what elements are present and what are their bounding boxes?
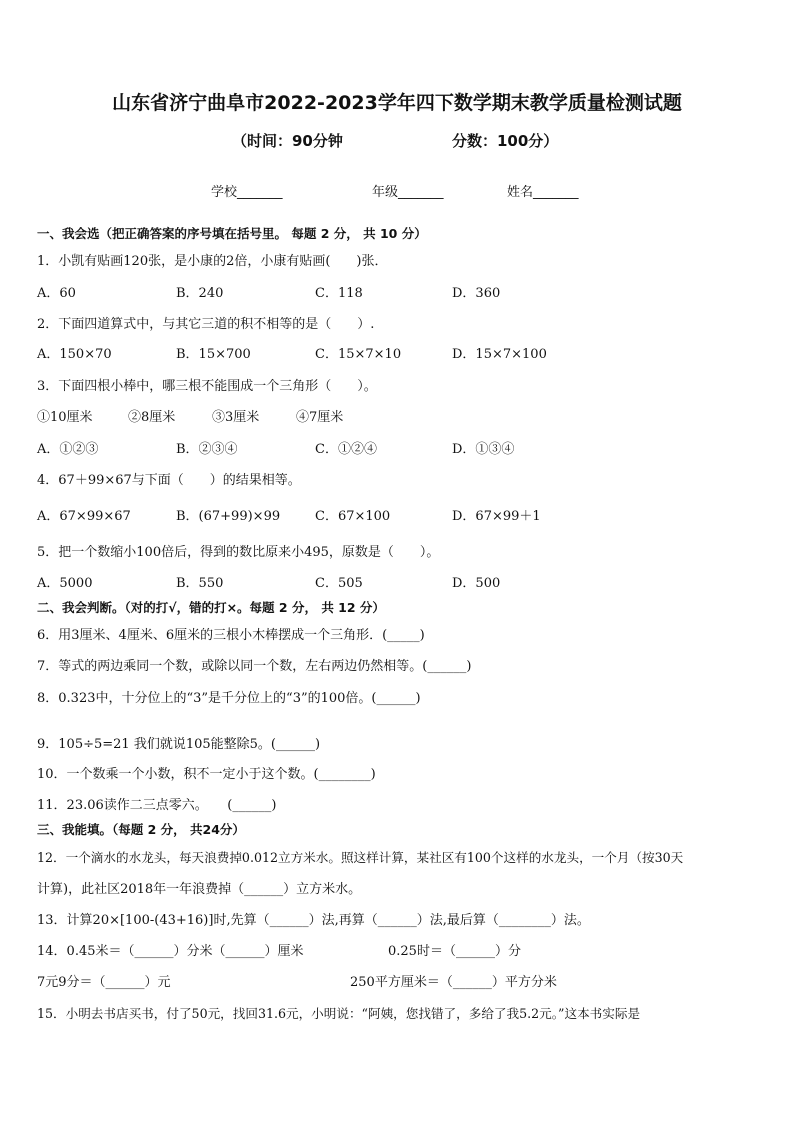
exam-time: （时间：90分钟	[232, 132, 343, 150]
q5-option-c: C．505	[315, 576, 363, 591]
q5-option-a: A．5000	[37, 576, 93, 591]
q5-option-b: B．550	[176, 576, 224, 591]
question-3: 3．下面四根小棒中，哪三根不能围成一个三角形（ ）。	[37, 379, 377, 394]
q2-option-c: C．15×7×10	[315, 347, 402, 362]
question-14-part-4: 250平方厘米＝（______）平方分米	[350, 975, 557, 990]
question-1: 1．小凯有贴画120张，是小康的2倍，小康有贴画( )张．	[37, 254, 388, 269]
q4-option-c: C．67×100	[315, 509, 391, 524]
exam-score: 分数：100分）	[452, 132, 559, 150]
q1-option-a: A．60	[37, 286, 76, 301]
q1-option-b: B．240	[176, 286, 224, 301]
q3-option-d: D．①③④	[452, 442, 515, 457]
question-6: 6．用3厘米、4厘米、6厘米的三根小木棒摆成一个三角形．(_____)	[37, 628, 425, 643]
section-1-heading: 一、我会选（把正确答案的序号填在括号里。 每题 2 分， 共 10 分）	[37, 226, 427, 241]
q4-option-a: A．67×99×67	[37, 509, 131, 524]
q3-option-c: C．①②④	[315, 442, 377, 457]
q1-option-d: D．360	[452, 286, 501, 301]
q2-option-a: A．150×70	[37, 347, 112, 362]
question-8: 8．0.323中，十分位上的“3”是千分位上的“3”的100倍。(______)	[37, 691, 421, 706]
exam-title: 山东省济宁曲阜市2022-2023学年四下数学期末教学质量检测试题	[112, 92, 682, 114]
section-2-heading: 二、我会判断。（对的打√，错的打×。每题 2 分， 共 12 分）	[37, 600, 385, 615]
q3-option-a: A．①②③	[37, 442, 99, 457]
school-field: 学校_______	[211, 185, 283, 200]
q5-option-d: D．500	[452, 576, 501, 591]
q3-stick-4: ④7厘米	[296, 410, 344, 425]
question-5: 5．把一个数缩小100倍后，得到的数比原来小495，原数是（ ）。	[37, 545, 440, 560]
question-7: 7．等式的两边乘同一个数，或除以同一个数，左右两边仍然相等。(______)	[37, 659, 472, 674]
q2-option-d: D．15×7×100	[452, 347, 547, 362]
question-2: 2．下面四道算式中，与其它三道的积不相等的是（ ）.	[37, 317, 375, 332]
q3-stick-3: ③3厘米	[212, 410, 260, 425]
question-12-line-1: 12．一个滴水的水龙头，每天浪费掉0.012立方米水。照这样计算，某社区有100个这样的水龙头，一个月（按30天	[37, 850, 684, 865]
grade-field: 年级_______	[372, 185, 444, 200]
q4-option-d: D．67×99＋1	[452, 509, 541, 524]
question-15: 15．小明去书店买书，付了50元，找回31.6元，小明说：“阿姨，您找错了，多给了我5.2元。”这本书实际是	[37, 1006, 641, 1021]
question-13: 13．计算20×[100-(43+16)]时,先算（______）法,再算（______）法,最后算（________）法。	[37, 913, 590, 928]
section-3-heading: 三、我能填。（每题 2 分， 共24分）	[37, 822, 245, 837]
question-4: 4．67＋99×67与下面（ ）的结果相等。	[37, 473, 301, 488]
q3-stick-1: ①10厘米	[37, 410, 93, 425]
question-12-line-2: 计算)，此社区2018年一年浪费掉（______）立方米水。	[37, 882, 362, 897]
question-9: 9．105÷5=21 我们就说105能整除5。(______)	[37, 737, 321, 752]
q3-stick-2: ②8厘米	[128, 410, 176, 425]
question-10: 10．一个数乘一个小数，积不一定小于这个数。(________)	[37, 767, 376, 782]
q1-option-c: C．118	[315, 286, 363, 301]
q3-option-b: B．②③④	[176, 442, 238, 457]
name-field: 姓名_______	[507, 185, 579, 200]
question-14-part-2: 0.25时＝（______）分	[388, 944, 521, 959]
q2-option-b: B．15×700	[176, 347, 251, 362]
question-14-part-1: 14．0.45米＝（______）分米（______）厘米	[37, 944, 304, 959]
question-14-part-3: 7元9分＝（______）元	[37, 975, 171, 990]
question-11: 11．23.06读作二三点零六。 (______)	[37, 798, 277, 813]
q4-option-b: B．(67+99)×99	[176, 509, 281, 524]
